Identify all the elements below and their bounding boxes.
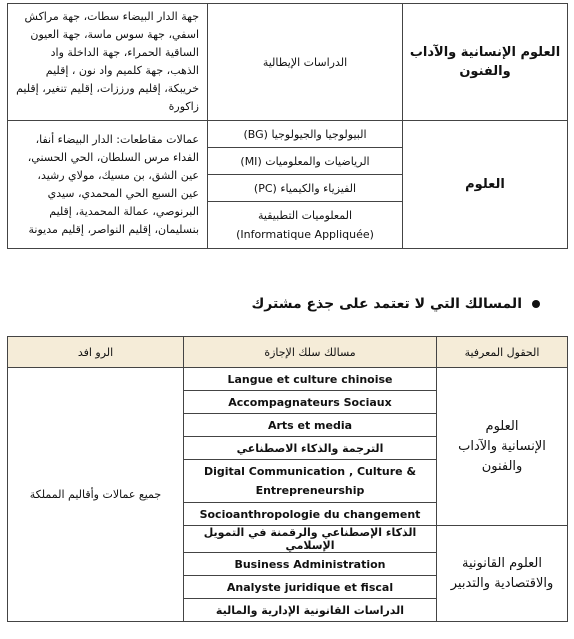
header-tracks-text: مسالك سلك الإجازة (264, 345, 356, 359)
prog-socio-text: Socioanthropologie du changement (199, 507, 421, 521)
prog-chinese (184, 368, 437, 391)
top-row-humanities (8, 4, 568, 121)
track-applied-informatics (208, 202, 402, 248)
track-mi-text: الرياضيات والمعلوميات (MI) (240, 154, 370, 168)
top-track-italian (208, 4, 403, 121)
prog-ai-islamic-finance-text: الذكاء الإصطناعي والرقمنة في التمويل الإسلامي (203, 526, 417, 552)
bottom-field-humanities-line2: الإنسانية والآداب والفنون (458, 438, 546, 474)
prog-business-admin-text: Business Administration (234, 557, 386, 571)
bottom-table (7, 336, 568, 622)
prog-ai-islamic-finance (184, 526, 437, 553)
header-feeders-text: الرو افد (77, 345, 114, 359)
top-tracks-sciences (208, 121, 403, 249)
top-regions-sciences-text: عمالات مقاطعات: الدار البيضاء أنفا، الفداء مرس السلطان، الحي الحسني، عين الشق، بن مسيك، مولاي رشيد، عين السبع الحي المحمدي، سيدي البرنوصي، عمالة المحمدية، إقليم بنسليمان، إقليم النواصر، إقليم مديونة (27, 132, 199, 236)
prog-social (184, 391, 437, 414)
prog-digital (184, 460, 437, 503)
bottom-header-row (8, 337, 568, 368)
prog-digital-line1: Digital Communication , Culture & (203, 465, 417, 478)
bottom-field-humanities-line1: العلوم (485, 418, 519, 434)
bottom-feeders-all-text: جميع عمالات وأقاليم المملكة (29, 488, 162, 501)
prog-translation-ai (184, 437, 437, 460)
top-track-italian-text: الدراسات الإيطالية (262, 55, 348, 69)
track-pc (208, 175, 402, 202)
top-regions-humanities-text: جهة الدار البيضاء سطات، جهة مراكش اسفي، جهة سوس ماسة، جهة العيون الساقية الحمراء، جهة الداخلة واد الذهب، جهة كلميم واد نون ، إقليم خريبكة، إقليم ورززات، إقليم تنغير، إقليم زاكورة (16, 10, 199, 113)
prog-legal-admin-studies (184, 599, 437, 622)
top-field-humanities (403, 4, 568, 121)
bottom-row-h1 (8, 368, 568, 391)
top-regions-sciences (8, 121, 208, 249)
bullet-icon (532, 300, 540, 308)
prog-business-admin (184, 553, 437, 576)
prog-arts-text: Arts et media (267, 418, 353, 432)
prog-arts (184, 414, 437, 437)
bottom-field-law-line2: والاقتصادية والتدبير (450, 575, 554, 591)
track-pc-text: الفيزياء والكيمياء (PC) (253, 181, 357, 195)
bottom-field-law-line1: العلوم القانونية (462, 555, 542, 571)
prog-legal-admin-studies-text: الدراسات القانونية الإدارية والمالية (215, 603, 405, 617)
prog-legal-analyst (184, 576, 437, 599)
track-mi (208, 148, 402, 175)
top-row-sciences (8, 121, 568, 249)
section-heading (251, 296, 540, 312)
header-fields-text: الحقول المعرفية (464, 345, 540, 359)
prog-socio (184, 503, 437, 526)
prog-translation-ai-text: الترجمة والذكاء الاصطناعي (236, 441, 384, 455)
track-applied-line2: (Informatique Appliquée) (236, 228, 374, 241)
header-feeders (8, 337, 184, 368)
track-bg (208, 121, 402, 148)
track-bg-text: البيولوجيا والجيولوجيا (BG) (243, 127, 367, 141)
top-table (7, 3, 568, 249)
bottom-feeders-all (8, 368, 184, 622)
top-field-sciences (403, 121, 568, 249)
top-regions-humanities (8, 4, 208, 121)
prog-legal-analyst-text: Analyste juridique et fiscal (226, 580, 394, 594)
header-tracks (184, 337, 437, 368)
top-field-sciences-text: العلوم (465, 177, 505, 192)
bottom-field-law (437, 526, 568, 622)
bottom-field-humanities (437, 368, 568, 526)
track-applied-line1: المعلوميات التطبيقية (258, 209, 352, 222)
prog-chinese-text: Langue et culture chinoise (227, 372, 393, 386)
section-heading-text: المسالك التي لا تعتمد على جذع مشترك (251, 296, 522, 312)
header-fields (437, 337, 568, 368)
top-field-humanities-text: العلوم الإنسانية والآداب والفنون (409, 45, 561, 79)
prog-social-text: Accompagnateurs Sociaux (228, 395, 392, 409)
prog-digital-line2: Entrepreneurship (255, 484, 365, 497)
